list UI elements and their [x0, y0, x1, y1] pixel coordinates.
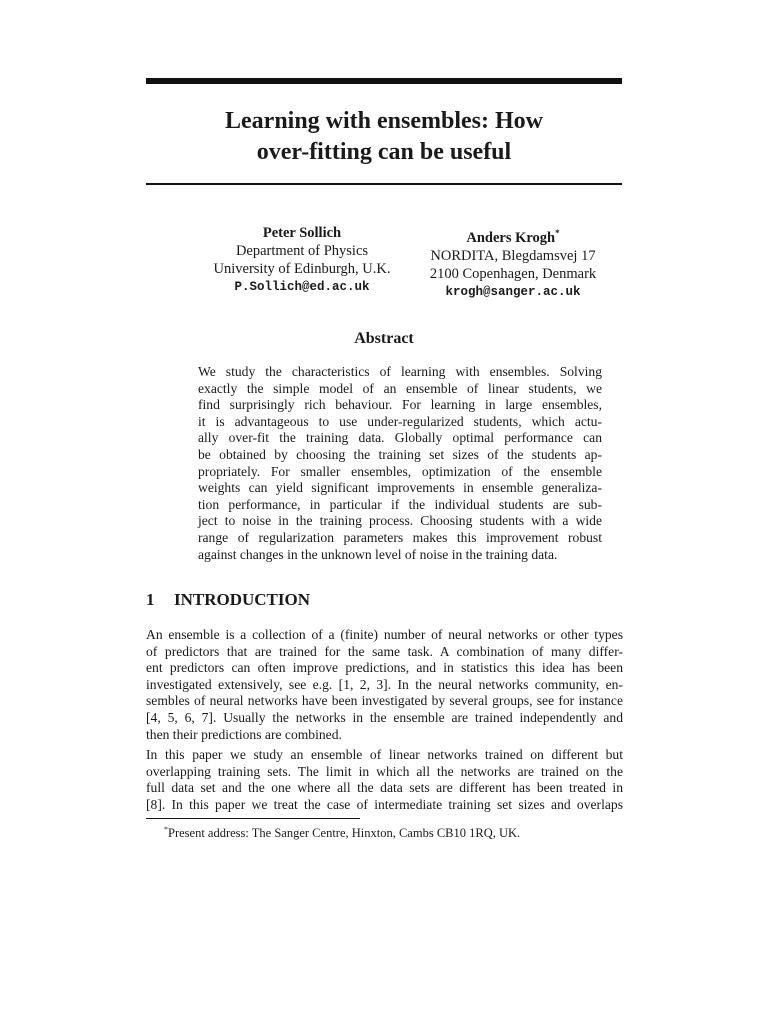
footnote-text: Present address: The Sanger Centre, Hinxton, Cambs CB10 1RQ, UK.: [168, 826, 521, 841]
title-line-2: over-fitting can be useful: [256, 139, 512, 165]
author-name-line: [408, 224, 618, 247]
paragraph-line: An ensemble is a collection of a (finite) number of neural networks or other types: [146, 627, 623, 642]
section-number: 1: [146, 590, 155, 609]
paragraph-line: ent predictors can often improve predictions, and in statistics this idea has been: [146, 660, 623, 676]
paragraph-line: [8]. In this paper we treat the case of intermediate training set sizes and overlaps: [146, 796, 623, 812]
intro-paragraph-1: [146, 627, 623, 743]
intro-paragraph-2: [146, 747, 623, 813]
abstract-line: ally over-fit the training data. Globally optimal performance can: [198, 430, 602, 446]
abstract-line: range of regularization parameters makes this improvement robust: [198, 529, 602, 545]
abstract-line: it is advantageous to use under-regularized students, which actu-: [198, 413, 602, 429]
abstract-line: find surprisingly rich behaviour. For learning in large ensembles,: [198, 397, 602, 413]
author-affiliation-city: 2100 Copenhagen, Denmark: [429, 265, 597, 282]
author-name: Peter Sollich: [262, 225, 342, 241]
abstract-line: exactly the simple model of an ensemble of linear students, we: [198, 380, 602, 396]
abstract-line: be obtained by choosing the training set sizes of the students ap-: [198, 446, 602, 462]
paragraph-line: then their predictions are combined.: [146, 726, 342, 742]
footnote-rule: [146, 818, 360, 819]
paragraph-line: full data set and the one where all the data sets are different has been treated in: [146, 780, 623, 796]
paragraph-line: of predictors that are trained for the same task. A combination of many differ-: [146, 643, 623, 659]
abstract-line: We study the characteristics of learning with ensembles. Solving: [198, 364, 602, 379]
paper-title: [146, 106, 622, 168]
author-footnote-marker: *: [555, 228, 560, 238]
author-block-sollich: [180, 224, 424, 296]
author-name: Anders Krogh: [466, 229, 556, 246]
title-bottom-rule: [146, 183, 622, 185]
abstract-heading: Abstract: [354, 330, 414, 347]
author-affiliation-department: Department of Physics: [235, 243, 369, 259]
footnote: [164, 822, 604, 841]
paragraph-line: In this paper we study an ensemble of linear networks trained on different but: [146, 747, 623, 762]
abstract-line: tion performance, in particular if the individual students are sub-: [198, 496, 602, 512]
paragraph-line: investigated extensively, see e.g. [1, 2, 3]. In the neural networks community, en-: [146, 676, 623, 692]
section-title: INTRODUCTION: [174, 590, 311, 609]
abstract-line: propriately. For smaller ensembles, optimization of the ensemble: [198, 463, 602, 479]
abstract-line: against changes in the unknown level of noise in the training data.: [198, 546, 558, 562]
author-affiliation-university: University of Edinburgh, U.K.: [213, 261, 391, 277]
paragraph-line: overlapping training sets. The limit in which all the networks are trained on the: [146, 763, 623, 779]
section-heading-introduction: [146, 590, 622, 610]
author-email: P.Sollich@ed.ac.uk: [234, 280, 370, 294]
author-affiliation-institute: NORDITA, Blegdamsvej 17: [430, 247, 596, 264]
abstract-line: weights can yield significant improvements in ensemble generaliza-: [198, 480, 602, 496]
paragraph-line: [4, 5, 6, 7]. Usually the networks in the ensemble are trained independently and: [146, 709, 623, 725]
author-block-krogh: [408, 224, 618, 301]
footnote-marker: *: [164, 825, 168, 834]
author-email: krogh@sanger.ac.uk: [445, 284, 581, 299]
abstract-line: ject to noise in the training process. Choosing students with a wide: [198, 513, 602, 529]
title-line-1: Learning with ensembles: How: [225, 108, 543, 134]
abstract-body: [198, 364, 602, 563]
paragraph-line: sembles of neural networks have been investigated by several groups, see for instance: [146, 693, 623, 709]
title-top-rule: [146, 78, 622, 84]
